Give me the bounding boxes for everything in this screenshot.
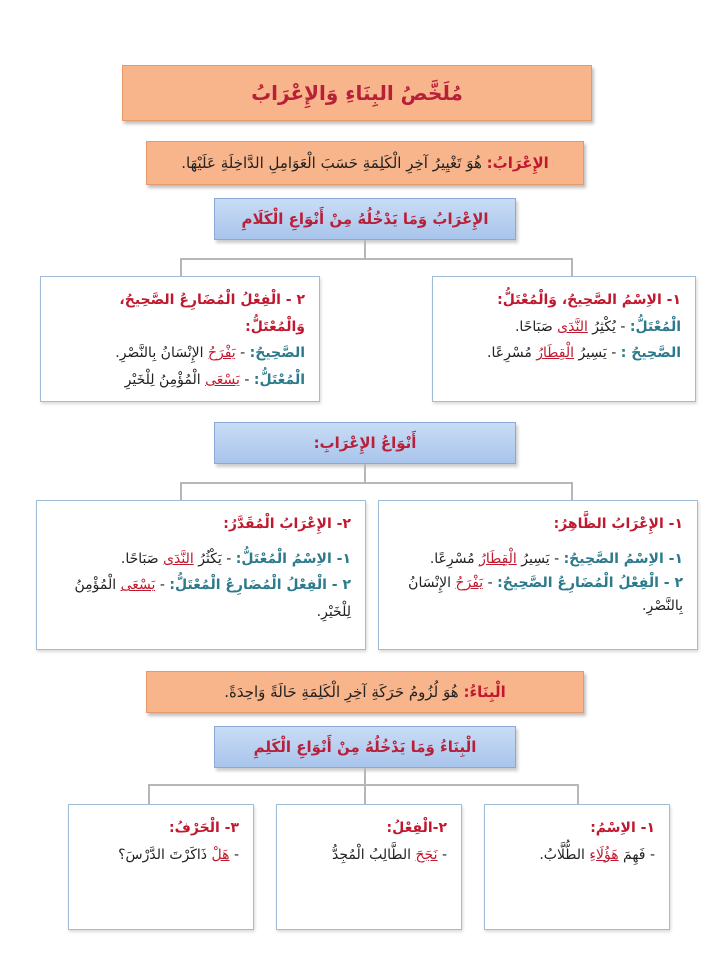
connector-line [364, 768, 366, 784]
bina-verb-card [276, 804, 462, 930]
bina-verb-heading: ٢-الْفِعْلُ: [386, 820, 447, 836]
irab-kinds-header [214, 422, 516, 464]
connector-line [180, 258, 572, 260]
bina-types-header-text: الْبِنَاءُ وَمَا يَدْخُلُهُ مِنْ أَنْوَاعِ الْكَلِمِ [253, 738, 477, 756]
bina-particle-example: - هَلْ ذَاكَرْتَ الدَّرْسَ؟ [118, 846, 239, 863]
noun-card-line-1: الْمُعْتَلُّ: - يُكْثِرُ النَّدَى صَبَاحًا. [514, 318, 681, 335]
connector-line [364, 784, 366, 804]
apparent-irab-card [378, 500, 698, 650]
connector-line [180, 482, 572, 484]
bina-verb-example: - نَجَحَ الطَّالِبُ الْمُجِدُّ [332, 846, 447, 863]
verb-card-line-2: الْمُعْتَلُّ: - يَسْعَى الْمُؤْمِنُ لِلْخَيْرِ [124, 371, 305, 388]
connector-line [364, 464, 366, 482]
irab-types-header-text: الإِعْرَابُ وَمَا يَدْخُلُهُ مِنْ أَنْوَاعِ الْكَلَامِ [241, 210, 489, 228]
verb-card [40, 276, 320, 402]
bina-noun-card [484, 804, 670, 930]
bina-particle-card [68, 804, 254, 930]
apparent-irab-line-1: ١- الاِسْمُ الصَّحِيحُ: - يَسِيرُ الْقِطَارُ مُسْرِعًا. [429, 550, 683, 567]
connector-line [577, 784, 579, 804]
page-title: مُلَخَّصُ البِنَاءِ وَالإِعْرَابُ [251, 81, 463, 105]
connector-line [571, 258, 573, 276]
bina-types-header [214, 726, 516, 768]
bina-term: الْبِنَاءُ: [463, 683, 506, 701]
bina-noun-example: - فَهِمَ هَؤُلَاءِ الطُّلَّابُ. [539, 846, 655, 863]
noun-card-heading: ١- الاِسْمُ الصَّحِيحُ، وَالْمُعْتَلُّ: [497, 292, 681, 308]
irab-types-header [214, 198, 516, 240]
implied-irab-line-1: ١- الاِسْمُ الْمُعْتَلُّ: - يَكْثُرُ النَّدَى صَبَاحًا. [120, 550, 351, 567]
irab-term: الإِعْرَابُ: [486, 154, 549, 172]
connector-line [180, 258, 182, 276]
irab-definition-text: هُوَ تَغْيِيرُ آخِرِ الْكَلِمَةِ حَسَبَ الْعَوَامِلِ الدَّاخِلَةِ عَلَيْهَا. [181, 154, 482, 172]
page-title-box [122, 65, 592, 121]
noun-card-line-2: الصَّحِيحُ : - يَسِيرُ الْقِطَارُ مُسْرِعًا. [487, 345, 681, 362]
irab-kinds-header-text: أَنْوَاعُ الإِعْرَابِ: [313, 434, 417, 452]
bina-definition [146, 671, 584, 713]
connector-line [180, 482, 182, 500]
implied-irab-card [36, 500, 366, 650]
verb-card-heading: ٢ - الْفِعْلُ الْمُضَارِعُ الصَّحِيحُ، وَالْمُعْتَلُّ: [119, 292, 305, 335]
bina-particle-heading: ٣- الْحَرْفُ: [169, 820, 239, 836]
connector-line [148, 784, 150, 804]
apparent-irab-line-2: ٢ - الْفِعْلُ الْمُضَارِعُ الصَّحِيحُ: - يَفْرَحُ الإِنْسَانُ بِالنَّصْرِ. [408, 575, 683, 614]
bina-noun-heading: ١- الاِسْمُ: [590, 820, 655, 836]
irab-definition [146, 141, 584, 185]
bina-definition-text: هُوَ لُزُومُ حَرَكَةِ آخِرِ الْكَلِمَةِ حَالَةً وَاحِدَةً. [224, 683, 459, 701]
apparent-irab-heading: ١- الإِعْرَابُ الظَّاهِرُ: [553, 516, 683, 532]
connector-line [364, 240, 366, 258]
implied-irab-line-2: ٢ - الْفِعْلُ الْمُضَارِعُ الْمُعْتَلُّ: - يَسْعَى الْمُؤْمِنُ لِلْخَيْرِ. [74, 577, 351, 620]
noun-card [432, 276, 696, 402]
connector-line [148, 784, 578, 786]
verb-card-line-1: الصَّحِيحُ: - يَفْرَحُ الإِنْسَانُ بِالنَّصْرِ. [115, 345, 305, 362]
connector-line [571, 482, 573, 500]
implied-irab-heading: ٢- الإِعْرَابُ الْمُقَدَّرُ: [223, 516, 351, 532]
